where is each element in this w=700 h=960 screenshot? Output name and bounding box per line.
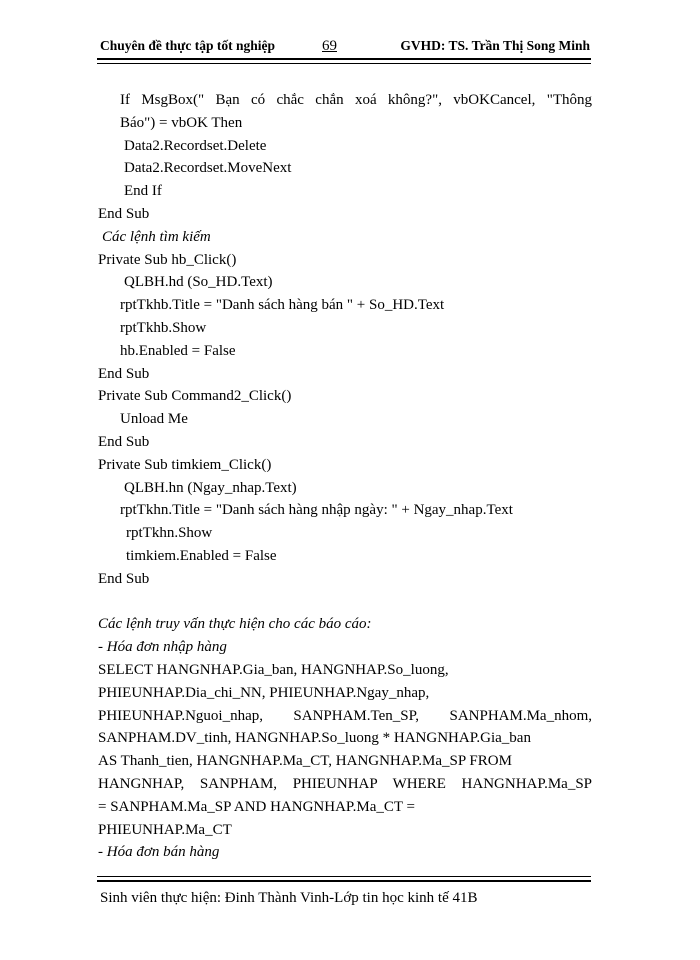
sql-line: AS Thanh_tien, HANGNHAP.Ma_CT, HANGNHAP.Ma_SP FROM	[98, 753, 512, 770]
code-line: End If	[124, 183, 162, 200]
page-header	[100, 38, 590, 58]
document-body	[98, 89, 592, 864]
code-line: timkiem.Enabled = False	[126, 547, 277, 564]
subsection-heading: - Hóa đơn bán hàng	[98, 844, 220, 861]
code-line: rptTkhb.Show	[120, 319, 207, 336]
sql-line: HANGNHAP, SANPHAM, PHIEUNHAP WHERE HANGNHAP.Ma_SP	[98, 775, 592, 792]
code-line: End Sub	[98, 205, 150, 222]
code-line: rptTkhn.Show	[126, 525, 213, 542]
header-title: Chuyên đề thực tập tốt nghiệp	[100, 38, 275, 53]
code-line: End Sub	[98, 365, 150, 382]
subsection-heading: - Hóa đơn nhập hàng	[98, 639, 227, 656]
code-line: Báo") = vbOK Then	[120, 114, 243, 131]
blank-line	[98, 591, 592, 614]
code-line: QLBH.hd (So_HD.Text)	[124, 274, 273, 291]
section-heading: Các lệnh tìm kiếm	[102, 228, 211, 245]
code-line: If MsgBox(" Bạn có chắc chắn xoá không?", vbOKCancel, "Thông	[120, 92, 592, 108]
section-heading: Các lệnh truy vấn thực hiện cho các báo cáo:	[98, 616, 372, 633]
code-line: hb.Enabled = False	[120, 342, 236, 359]
code-line: Private Sub hb_Click()	[98, 251, 237, 268]
sql-line: SELECT HANGNHAP.Gia_ban, HANGNHAP.So_luong,	[98, 661, 449, 678]
code-line: End Sub	[98, 570, 150, 587]
sql-line: PHIEUNHAP.Dia_chi_NN, PHIEUNHAP.Ngay_nhap,	[98, 684, 430, 701]
sql-line: = SANPHAM.Ma_SP AND HANGNHAP.Ma_CT =	[98, 798, 415, 815]
code-line: Data2.Recordset.MoveNext	[124, 160, 292, 177]
sql-line: PHIEUNHAP.Nguoi_nhap, SANPHAM.Ten_SP, SANPHAM.Ma_nhom,	[98, 707, 592, 724]
footer-rule	[97, 876, 591, 882]
code-line: Private Sub timkiem_Click()	[98, 456, 272, 473]
header-rule	[97, 58, 591, 64]
code-line: rptTkhb.Title = "Danh sách hàng bán " + So_HD.Text	[120, 297, 445, 314]
code-line: QLBH.hn (Ngay_nhap.Text)	[124, 479, 297, 496]
code-line: rptTkhn.Title = "Danh sách hàng nhập ngày: " + Ngay_nhap.Text	[120, 502, 513, 519]
sql-line: PHIEUNHAP.Ma_CT	[98, 821, 232, 838]
header-advisor: GVHD: TS. Trần Thị Song Minh	[400, 38, 590, 53]
code-line: Data2.Recordset.Delete	[124, 137, 267, 154]
code-line: End Sub	[98, 433, 150, 450]
code-line: Private Sub Command2_Click()	[98, 388, 292, 405]
page-number: 69	[322, 38, 337, 54]
page-footer: Sinh viên thực hiện: Đinh Thành Vinh-Lớp tin học kinh tế 41B	[100, 890, 478, 906]
sql-line: SANPHAM.DV_tinh, HANGNHAP.So_luong * HANGNHAP.Gia_ban	[98, 730, 531, 747]
code-line: Unload Me	[120, 411, 188, 428]
